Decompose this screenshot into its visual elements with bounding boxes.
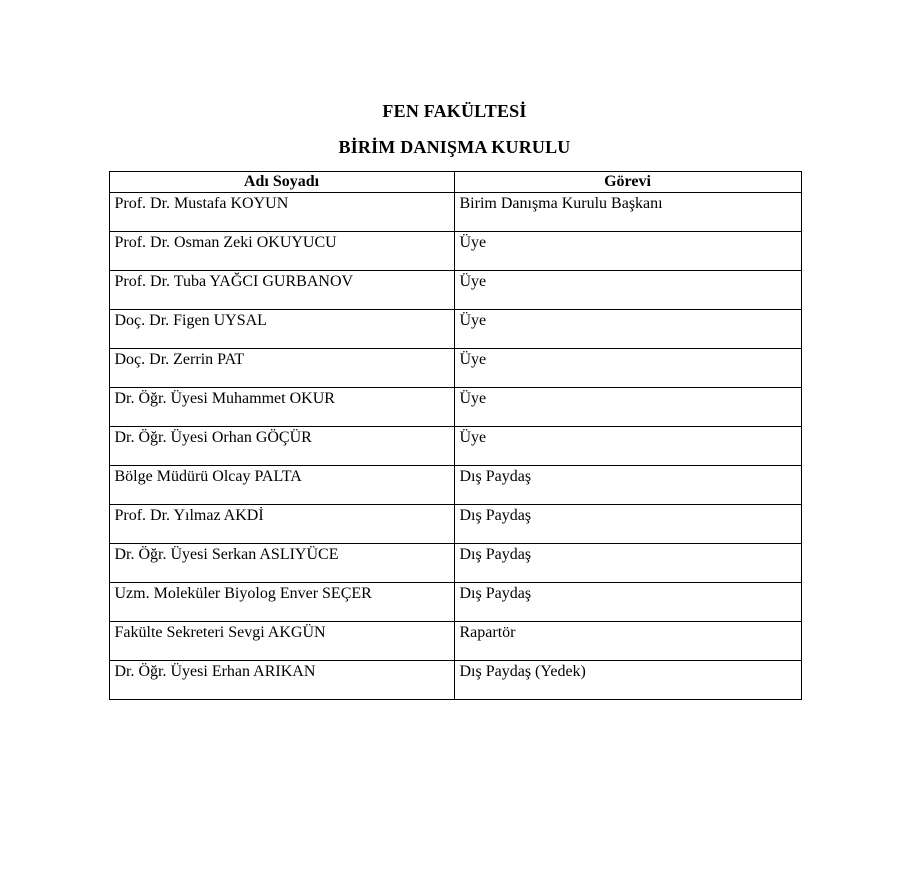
member-name-cell: Fakülte Sekreteri Sevgi AKGÜN — [109, 622, 454, 661]
table-row — [109, 622, 801, 661]
member-role-cell: Üye — [454, 388, 801, 427]
table-header-row — [109, 172, 801, 193]
table-row — [109, 505, 801, 544]
column-header-name: Adı Soyadı — [109, 172, 454, 193]
member-name-cell: Prof. Dr. Yılmaz AKDİ — [109, 505, 454, 544]
member-role-cell: Üye — [454, 349, 801, 388]
member-name-cell: Dr. Öğr. Üyesi Serkan ASLIYÜCE — [109, 544, 454, 583]
member-role-cell: Dış Paydaş — [454, 544, 801, 583]
member-name-cell: Dr. Öğr. Üyesi Orhan GÖÇÜR — [109, 427, 454, 466]
document-page — [109, 0, 801, 700]
table-row — [109, 310, 801, 349]
member-role-cell: Dış Paydaş — [454, 466, 801, 505]
member-role-cell: Üye — [454, 310, 801, 349]
board-title: BİRİM DANIŞMA KURULU — [338, 137, 571, 157]
member-role-cell: Rapartör — [454, 622, 801, 661]
table-row — [109, 427, 801, 466]
member-role-cell: Üye — [454, 271, 801, 310]
member-role-cell: Birim Danışma Kurulu Başkanı — [454, 193, 801, 232]
member-role-cell: Dış Paydaş — [454, 583, 801, 622]
table-row — [109, 544, 801, 583]
member-name-cell: Bölge Müdürü Olcay PALTA — [109, 466, 454, 505]
member-name-cell: Uzm. Moleküler Biyolog Enver SEÇER — [109, 583, 454, 622]
table-row — [109, 661, 801, 700]
table-row — [109, 466, 801, 505]
member-name-cell: Prof. Dr. Osman Zeki OKUYUCU — [109, 232, 454, 271]
table-row — [109, 388, 801, 427]
column-header-role: Görevi — [454, 172, 801, 193]
member-role-cell: Üye — [454, 232, 801, 271]
member-name-cell: Doç. Dr. Zerrin PAT — [109, 349, 454, 388]
member-role-cell: Dış Paydaş — [454, 505, 801, 544]
table-row — [109, 193, 801, 232]
table-row — [109, 583, 801, 622]
table-row — [109, 232, 801, 271]
advisory-board-table — [109, 171, 802, 700]
member-name-cell: Prof. Dr. Mustafa KOYUN — [109, 193, 454, 232]
member-role-cell: Üye — [454, 427, 801, 466]
member-name-cell: Dr. Öğr. Üyesi Erhan ARIKAN — [109, 661, 454, 700]
table-row — [109, 349, 801, 388]
member-name-cell: Prof. Dr. Tuba YAĞCI GURBANOV — [109, 271, 454, 310]
member-role-cell: Dış Paydaş (Yedek) — [454, 661, 801, 700]
member-name-cell: Dr. Öğr. Üyesi Muhammet OKUR — [109, 388, 454, 427]
table-row — [109, 271, 801, 310]
faculty-title: FEN FAKÜLTESİ — [382, 101, 527, 121]
table-body — [109, 193, 801, 700]
member-name-cell: Doç. Dr. Figen UYSAL — [109, 310, 454, 349]
